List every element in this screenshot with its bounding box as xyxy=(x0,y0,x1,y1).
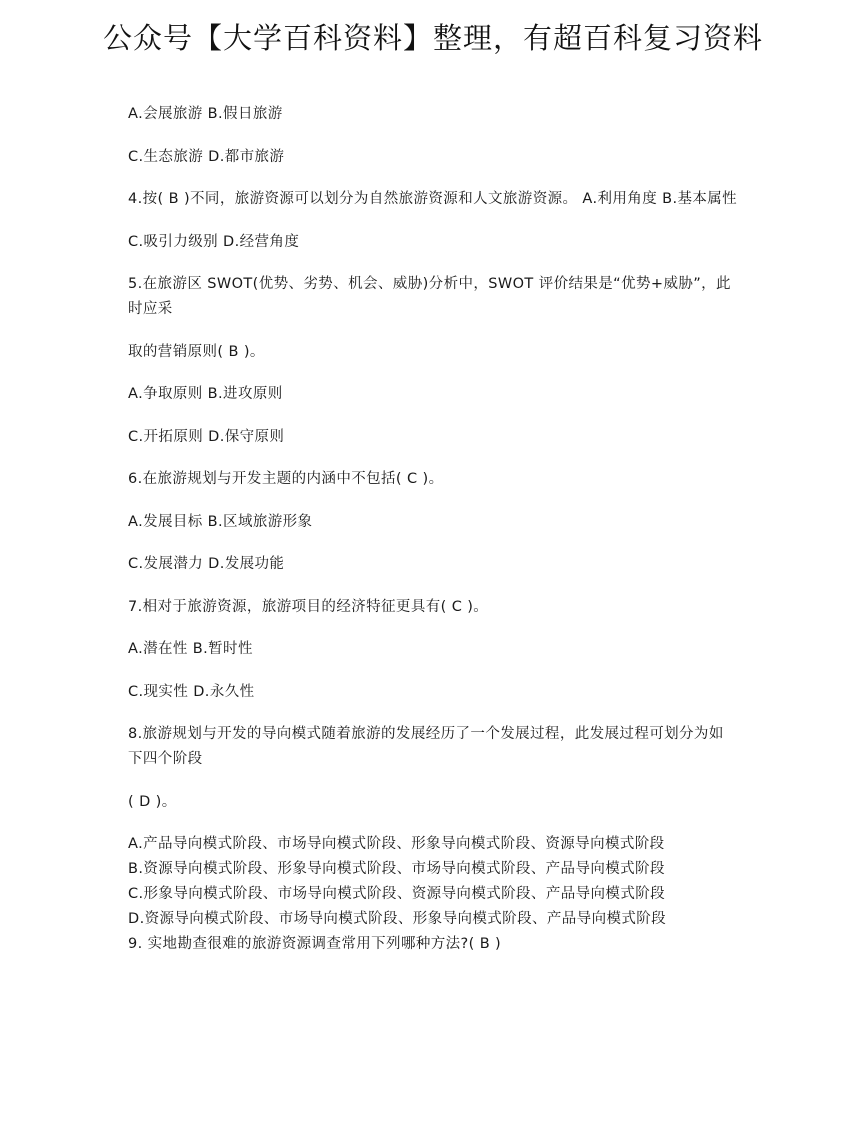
page-header: 公众号【大学百科资料】整理，有超百科复习资料 xyxy=(102,21,763,55)
question-5-continued: 取的营销原则( B )。 xyxy=(128,343,265,360)
question-5: 5.在旅游区 SWOT(优势、劣势、机会、威胁)分析中，SWOT 评价结果是“优势+威胁”，此时应采 xyxy=(128,276,731,317)
option-line: A.潜在性 B.暂时性 xyxy=(128,641,253,657)
option-line: A.发展目标 B.区域旅游形象 xyxy=(128,513,313,530)
question-6: 6.在旅游规划与开发主题的内涵中不包括( C )。 xyxy=(128,471,444,487)
option-line: C.现实性 D.永久性 xyxy=(128,683,255,700)
question-4: 4.按( B )不同，旅游资源可以划分为自然旅游资源和人文旅游资源。 A.利用角度 B.基本属性 xyxy=(128,191,738,207)
option-line: C.形象导向模式阶段、市场导向模式阶段、资源导向模式阶段、产品导向模式阶段 xyxy=(128,886,666,902)
option-line: B.资源导向模式阶段、形象导向模式阶段、市场导向模式阶段、产品导向模式阶段 xyxy=(128,861,665,877)
option-line: C.发展潜力 D.发展功能 xyxy=(128,556,285,572)
option-line: A.争取原则 B.进攻原则 xyxy=(128,386,283,402)
option-line: A.会展旅游 B.假日旅游 xyxy=(128,106,283,122)
document-body xyxy=(128,102,738,957)
option-line: A.产品导向模式阶段、市场导向模式阶段、形象导向模式阶段、资源导向模式阶段 xyxy=(128,836,665,852)
question-8: 8.旅游规划与开发的导向模式随着旅游的发展经历了一个发展过程，此发展过程可划分为如下四个阶段 xyxy=(128,726,724,767)
option-line: D.资源导向模式阶段、市场导向模式阶段、形象导向模式阶段、产品导向模式阶段 xyxy=(128,911,667,927)
question-9: 9. 实地勘查很难的旅游资源调查常用下列哪种方法?( B ) xyxy=(128,936,502,952)
option-line: C.生态旅游 D.都市旅游 xyxy=(128,148,285,165)
option-line: C.吸引力级别 D.经营角度 xyxy=(128,233,300,250)
option-line: C.开拓原则 D.保守原则 xyxy=(128,428,285,445)
question-7: 7.相对于旅游资源，旅游项目的经济特征更具有( C )。 xyxy=(128,598,489,615)
question-8-answer: ( D )。 xyxy=(128,793,177,810)
